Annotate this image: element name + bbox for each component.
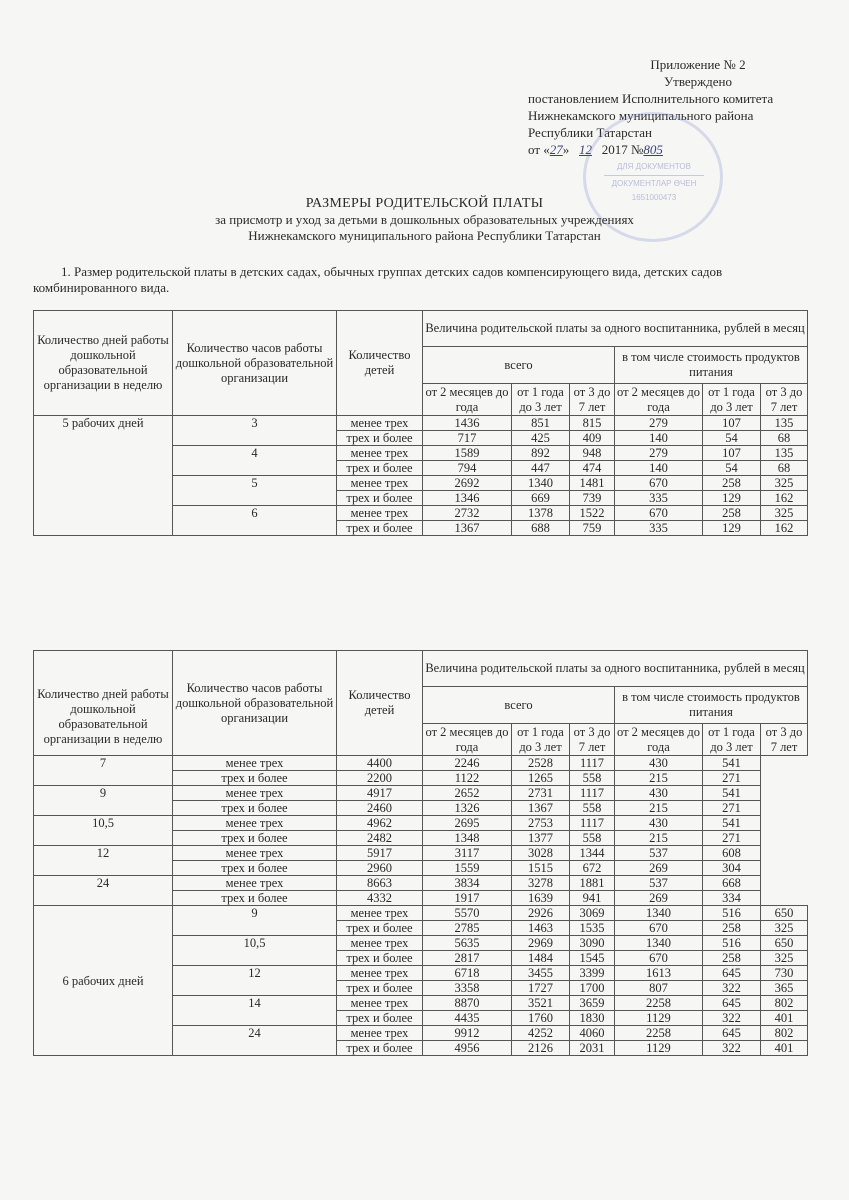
fee-value-cell: 5917 — [337, 846, 423, 861]
fee-value-cell: 3069 — [570, 906, 615, 921]
table-row — [34, 906, 808, 921]
fee-value-cell: 4332 — [337, 891, 423, 906]
header-food-age-3: от 3 до 7 лет — [761, 724, 808, 756]
fee-value-cell: 447 — [512, 461, 570, 476]
children-cell: менее трех — [173, 876, 337, 891]
fee-value-cell: 1639 — [512, 891, 570, 906]
header-days: Количество дней работы дошкольной образовательной организации в неделю — [34, 651, 173, 756]
fee-value-cell: 2126 — [512, 1041, 570, 1056]
fee-value-cell: 304 — [703, 861, 761, 876]
table-row — [34, 416, 808, 431]
fee-value-cell: 2732 — [423, 506, 512, 521]
fee-value-cell: 1265 — [512, 771, 570, 786]
header-hours: Количество часов работы дошкольной образовательной организации — [173, 311, 337, 416]
fee-value-cell: 334 — [703, 891, 761, 906]
fee-value-cell: 129 — [703, 491, 761, 506]
hours-cell: 12 — [173, 966, 337, 996]
fee-value-cell: 1463 — [512, 921, 570, 936]
fee-value-cell: 1346 — [423, 491, 512, 506]
fee-value-cell: 1117 — [570, 756, 615, 771]
children-cell: трех и более — [337, 491, 423, 506]
fee-value-cell: 2692 — [423, 476, 512, 491]
fee-value-cell: 325 — [761, 506, 808, 521]
fee-value-cell: 1367 — [423, 521, 512, 536]
fee-value-cell: 1917 — [423, 891, 512, 906]
header-fee: Величина родительской платы за одного воспитанника, рублей в месяц — [423, 651, 808, 687]
fee-value-cell: 271 — [703, 831, 761, 846]
fee-value-cell: 107 — [703, 446, 761, 461]
fee-value-cell: 668 — [703, 876, 761, 891]
children-cell: менее трех — [337, 936, 423, 951]
fee-value-cell: 1122 — [423, 771, 512, 786]
fee-value-cell: 670 — [615, 476, 703, 491]
fee-value-cell: 409 — [570, 431, 615, 446]
hours-cell: 9 — [34, 786, 173, 816]
stamp-line-3: 1651000473 — [631, 193, 677, 202]
fee-value-cell: 107 — [703, 416, 761, 431]
fee-value-cell: 322 — [703, 1011, 761, 1026]
hours-cell: 24 — [173, 1026, 337, 1056]
fee-value-cell: 68 — [761, 431, 808, 446]
children-cell: менее трех — [337, 1026, 423, 1041]
fee-value-cell: 135 — [761, 416, 808, 431]
children-cell: трех и более — [337, 461, 423, 476]
hours-cell: 10,5 — [173, 936, 337, 966]
fee-value-cell: 802 — [761, 1026, 808, 1041]
fee-value-cell: 8870 — [423, 996, 512, 1011]
children-cell: трех и более — [337, 521, 423, 536]
fee-value-cell: 4400 — [337, 756, 423, 771]
fee-value-cell: 325 — [761, 476, 808, 491]
fee-value-cell: 1378 — [512, 506, 570, 521]
fee-value-cell: 1559 — [423, 861, 512, 876]
fee-value-cell: 215 — [615, 801, 703, 816]
fee-value-cell: 1129 — [615, 1041, 703, 1056]
header-age-3: от 3 до 7 лет — [570, 724, 615, 756]
stamp-line-2: ДОКУМЕНТЛАР ӨЧЕН — [611, 179, 697, 188]
fee-value-cell: 335 — [615, 521, 703, 536]
fee-value-cell: 2926 — [512, 906, 570, 921]
fee-value-cell: 670 — [615, 921, 703, 936]
fee-value-cell: 669 — [512, 491, 570, 506]
approval-line-2: Нижнекамского муниципального района — [528, 108, 754, 123]
fee-value-cell: 6718 — [423, 966, 512, 981]
fee-value-cell: 279 — [615, 446, 703, 461]
fee-value-cell: 5635 — [423, 936, 512, 951]
table-row — [34, 786, 808, 801]
fee-value-cell: 541 — [703, 816, 761, 831]
fee-value-cell: 2200 — [337, 771, 423, 786]
fee-value-cell: 2960 — [337, 861, 423, 876]
approval-line-3: Республики Татарстан — [528, 125, 652, 140]
fee-value-cell: 2258 — [615, 1026, 703, 1041]
fee-value-cell: 1700 — [570, 981, 615, 996]
fee-value-cell: 279 — [615, 416, 703, 431]
fee-value-cell: 3834 — [423, 876, 512, 891]
children-cell: менее трех — [337, 446, 423, 461]
fee-value-cell: 425 — [512, 431, 570, 446]
approval-date: от «27» 12 2017 №805 — [528, 142, 663, 157]
fee-value-cell: 2652 — [423, 786, 512, 801]
fee-value-cell: 1117 — [570, 786, 615, 801]
fee-value-cell: 430 — [615, 756, 703, 771]
fee-value-cell: 1522 — [570, 506, 615, 521]
fee-value-cell: 1340 — [512, 476, 570, 491]
header-age-1: от 2 месяцев до года — [423, 384, 512, 416]
appendix-label: Приложение № 2 — [650, 57, 746, 72]
fee-value-cell: 2731 — [512, 786, 570, 801]
fee-value-cell: 941 — [570, 891, 615, 906]
fee-value-cell: 4956 — [423, 1041, 512, 1056]
stamp-line-1: ДЛЯ ДОКУМЕНТОВ — [616, 162, 691, 171]
fee-value-cell: 322 — [703, 981, 761, 996]
fee-value-cell: 54 — [703, 431, 761, 446]
fee-value-cell: 537 — [615, 876, 703, 891]
fee-value-cell: 4917 — [337, 786, 423, 801]
children-cell: трех и более — [337, 1041, 423, 1056]
fee-value-cell: 4060 — [570, 1026, 615, 1041]
fee-value-cell: 3659 — [570, 996, 615, 1011]
title-heading: РАЗМЕРЫ РОДИТЕЛЬСКОЙ ПЛАТЫ — [305, 196, 544, 211]
header-food: в том числе стоимость продуктов питания — [615, 687, 808, 724]
header-children: Количество детей — [337, 311, 423, 416]
table-row — [34, 756, 808, 771]
fee-value-cell: 1481 — [570, 476, 615, 491]
fee-value-cell: 258 — [703, 921, 761, 936]
fee-value-cell: 541 — [703, 756, 761, 771]
fee-value-cell: 4435 — [423, 1011, 512, 1026]
fee-value-cell: 1613 — [615, 966, 703, 981]
fee-value-cell: 1545 — [570, 951, 615, 966]
fee-value-cell: 129 — [703, 521, 761, 536]
hours-cell: 6 — [173, 506, 337, 536]
fee-value-cell: 1129 — [615, 1011, 703, 1026]
children-cell: менее трех — [337, 476, 423, 491]
fee-value-cell: 325 — [761, 921, 808, 936]
fee-table-1 — [33, 310, 808, 536]
fee-value-cell: 645 — [703, 996, 761, 1011]
hours-cell: 7 — [34, 756, 173, 786]
children-cell: трех и более — [337, 431, 423, 446]
header-children: Количество детей — [337, 651, 423, 756]
header-food-age-2: от 1 года до 3 лет — [703, 384, 761, 416]
fee-value-cell: 688 — [512, 521, 570, 536]
header-fee: Величина родительской платы за одного воспитанника, рублей в месяц — [423, 311, 808, 347]
fee-value-cell: 1377 — [512, 831, 570, 846]
hours-cell: 5 — [173, 476, 337, 506]
fee-value-cell: 8663 — [337, 876, 423, 891]
fee-value-cell: 215 — [615, 831, 703, 846]
children-cell: трех и более — [173, 831, 337, 846]
children-cell: трех и более — [173, 891, 337, 906]
fee-value-cell: 2258 — [615, 996, 703, 1011]
hours-cell: 14 — [173, 996, 337, 1026]
fee-value-cell: 1830 — [570, 1011, 615, 1026]
children-cell: менее трех — [173, 756, 337, 771]
date-day: 27 — [549, 142, 563, 157]
hours-cell: 24 — [34, 876, 173, 906]
fee-value-cell: 1340 — [615, 906, 703, 921]
decree-number: 805 — [643, 142, 663, 157]
children-cell: трех и более — [337, 1011, 423, 1026]
fee-value-cell: 271 — [703, 771, 761, 786]
fee-value-cell: 650 — [761, 936, 808, 951]
children-cell: менее трех — [337, 966, 423, 981]
children-cell: менее трех — [337, 416, 423, 431]
children-cell: менее трех — [337, 906, 423, 921]
fee-value-cell: 401 — [761, 1041, 808, 1056]
fee-value-cell: 650 — [761, 906, 808, 921]
fee-value-cell: 645 — [703, 1026, 761, 1041]
fee-value-cell: 558 — [570, 771, 615, 786]
fee-value-cell: 3278 — [512, 876, 570, 891]
children-cell: трех и более — [173, 771, 337, 786]
children-cell: трех и более — [337, 921, 423, 936]
fee-value-cell: 892 — [512, 446, 570, 461]
section-paragraph: 1. Размер родительской платы в детских садах, обычных группах детских садов компенсирующего вида, детских садов комбинированного вида. — [33, 264, 723, 295]
header-food-age-2: от 1 года до 3 лет — [703, 724, 761, 756]
fee-value-cell: 802 — [761, 996, 808, 1011]
fee-value-cell: 2969 — [512, 936, 570, 951]
children-cell: менее трех — [173, 786, 337, 801]
fee-value-cell: 717 — [423, 431, 512, 446]
fee-value-cell: 1348 — [423, 831, 512, 846]
fee-value-cell: 68 — [761, 461, 808, 476]
fee-value-cell: 3358 — [423, 981, 512, 996]
fee-value-cell: 3399 — [570, 966, 615, 981]
header-age-2: от 1 года до 3 лет — [512, 384, 570, 416]
fee-value-cell: 1367 — [512, 801, 570, 816]
fee-value-cell: 516 — [703, 906, 761, 921]
fee-value-cell: 1727 — [512, 981, 570, 996]
days-cell: 5 рабочих дней — [34, 416, 173, 536]
hours-cell: 3 — [173, 416, 337, 446]
fee-value-cell: 739 — [570, 491, 615, 506]
fee-value-cell: 335 — [615, 491, 703, 506]
fee-value-cell: 2695 — [423, 816, 512, 831]
hours-cell: 9 — [173, 906, 337, 936]
children-cell: трех и более — [337, 981, 423, 996]
fee-value-cell: 4962 — [337, 816, 423, 831]
fee-value-cell: 3117 — [423, 846, 512, 861]
header-total: всего — [423, 687, 615, 724]
fee-value-cell: 54 — [703, 461, 761, 476]
fee-value-cell: 258 — [703, 506, 761, 521]
fee-value-cell: 645 — [703, 966, 761, 981]
fee-value-cell: 140 — [615, 431, 703, 446]
fee-value-cell: 3521 — [512, 996, 570, 1011]
fee-value-cell: 140 — [615, 461, 703, 476]
header-days: Количество дней работы дошкольной образовательной организации в неделю — [34, 311, 173, 416]
children-cell: трех и более — [173, 861, 337, 876]
fee-value-cell: 670 — [615, 506, 703, 521]
fee-value-cell: 271 — [703, 801, 761, 816]
date-month: 12 — [579, 142, 593, 157]
fee-value-cell: 537 — [615, 846, 703, 861]
header-food-age-1: от 2 месяцев до года — [615, 384, 703, 416]
fee-value-cell: 2753 — [512, 816, 570, 831]
fee-value-cell: 1589 — [423, 446, 512, 461]
fee-value-cell: 1340 — [615, 936, 703, 951]
fee-value-cell: 3455 — [512, 966, 570, 981]
fee-value-cell: 1117 — [570, 816, 615, 831]
fee-value-cell: 759 — [570, 521, 615, 536]
header-food: в том числе стоимость продуктов питания — [615, 347, 808, 384]
title-sub-1: за присмотр и уход за детьми в дошкольных образовательных учреждениях — [215, 212, 634, 227]
approval-block — [528, 56, 828, 158]
fee-value-cell: 322 — [703, 1041, 761, 1056]
fee-value-cell: 558 — [570, 801, 615, 816]
fee-value-cell: 1344 — [570, 846, 615, 861]
fee-value-cell: 135 — [761, 446, 808, 461]
header-age-1: от 2 месяцев до года — [423, 724, 512, 756]
fee-value-cell: 558 — [570, 831, 615, 846]
fee-value-cell: 365 — [761, 981, 808, 996]
fee-value-cell: 258 — [703, 476, 761, 491]
hours-cell: 10,5 — [34, 816, 173, 846]
fee-value-cell: 4252 — [512, 1026, 570, 1041]
header-hours: Количество часов работы дошкольной образовательной организации — [173, 651, 337, 756]
fee-value-cell: 162 — [761, 491, 808, 506]
fee-value-cell: 1760 — [512, 1011, 570, 1026]
fee-value-cell: 948 — [570, 446, 615, 461]
fee-value-cell: 851 — [512, 416, 570, 431]
fee-value-cell: 401 — [761, 1011, 808, 1026]
fee-value-cell: 815 — [570, 416, 615, 431]
fee-value-cell: 1881 — [570, 876, 615, 891]
days-cell: 6 рабочих дней — [34, 906, 173, 1056]
header-food-age-3: от 3 до 7 лет — [761, 384, 808, 416]
fee-value-cell: 325 — [761, 951, 808, 966]
approval-line-1: постановлением Исполнительного комитета — [528, 91, 774, 106]
fee-value-cell: 794 — [423, 461, 512, 476]
children-cell: менее трех — [173, 816, 337, 831]
fee-value-cell: 672 — [570, 861, 615, 876]
fee-value-cell: 215 — [615, 771, 703, 786]
fee-value-cell: 2817 — [423, 951, 512, 966]
children-cell: менее трех — [337, 506, 423, 521]
fee-value-cell: 1326 — [423, 801, 512, 816]
fee-value-cell: 2785 — [423, 921, 512, 936]
fee-value-cell: 3090 — [570, 936, 615, 951]
fee-value-cell: 258 — [703, 951, 761, 966]
fee-value-cell: 269 — [615, 891, 703, 906]
fee-value-cell: 3028 — [512, 846, 570, 861]
fee-value-cell: 608 — [703, 846, 761, 861]
header-age-3: от 3 до 7 лет — [570, 384, 615, 416]
fee-value-cell: 2031 — [570, 1041, 615, 1056]
fee-value-cell: 1515 — [512, 861, 570, 876]
table-row — [34, 816, 808, 831]
fee-value-cell: 541 — [703, 786, 761, 801]
title-sub-2: Нижнекамского муниципального района Республики Татарстан — [248, 228, 601, 243]
header-age-2: от 1 года до 3 лет — [512, 724, 570, 756]
fee-value-cell: 9912 — [423, 1026, 512, 1041]
fee-value-cell: 162 — [761, 521, 808, 536]
fee-value-cell: 730 — [761, 966, 808, 981]
children-cell: менее трех — [337, 996, 423, 1011]
fee-value-cell: 5570 — [423, 906, 512, 921]
fee-value-cell: 2482 — [337, 831, 423, 846]
hours-cell: 4 — [173, 446, 337, 476]
fee-value-cell: 430 — [615, 786, 703, 801]
fee-value-cell: 2460 — [337, 801, 423, 816]
children-cell: трех и более — [337, 951, 423, 966]
children-cell: трех и более — [173, 801, 337, 816]
header-food-age-1: от 2 месяцев до года — [615, 724, 703, 756]
fee-value-cell: 1436 — [423, 416, 512, 431]
fee-table-2 — [33, 650, 808, 1056]
table-row — [34, 846, 808, 861]
fee-value-cell: 269 — [615, 861, 703, 876]
table-row — [34, 876, 808, 891]
fee-value-cell: 1484 — [512, 951, 570, 966]
hours-cell: 12 — [34, 846, 173, 876]
fee-value-cell: 807 — [615, 981, 703, 996]
fee-value-cell: 516 — [703, 936, 761, 951]
header-total: всего — [423, 347, 615, 384]
fee-value-cell: 670 — [615, 951, 703, 966]
fee-value-cell: 430 — [615, 816, 703, 831]
approved-label: Утверждено — [663, 74, 733, 89]
fee-value-cell: 2528 — [512, 756, 570, 771]
fee-value-cell: 2246 — [423, 756, 512, 771]
fee-value-cell: 1535 — [570, 921, 615, 936]
children-cell: менее трех — [173, 846, 337, 861]
fee-value-cell: 474 — [570, 461, 615, 476]
date-year: 2017 № — [601, 142, 644, 157]
document-title — [0, 196, 849, 244]
